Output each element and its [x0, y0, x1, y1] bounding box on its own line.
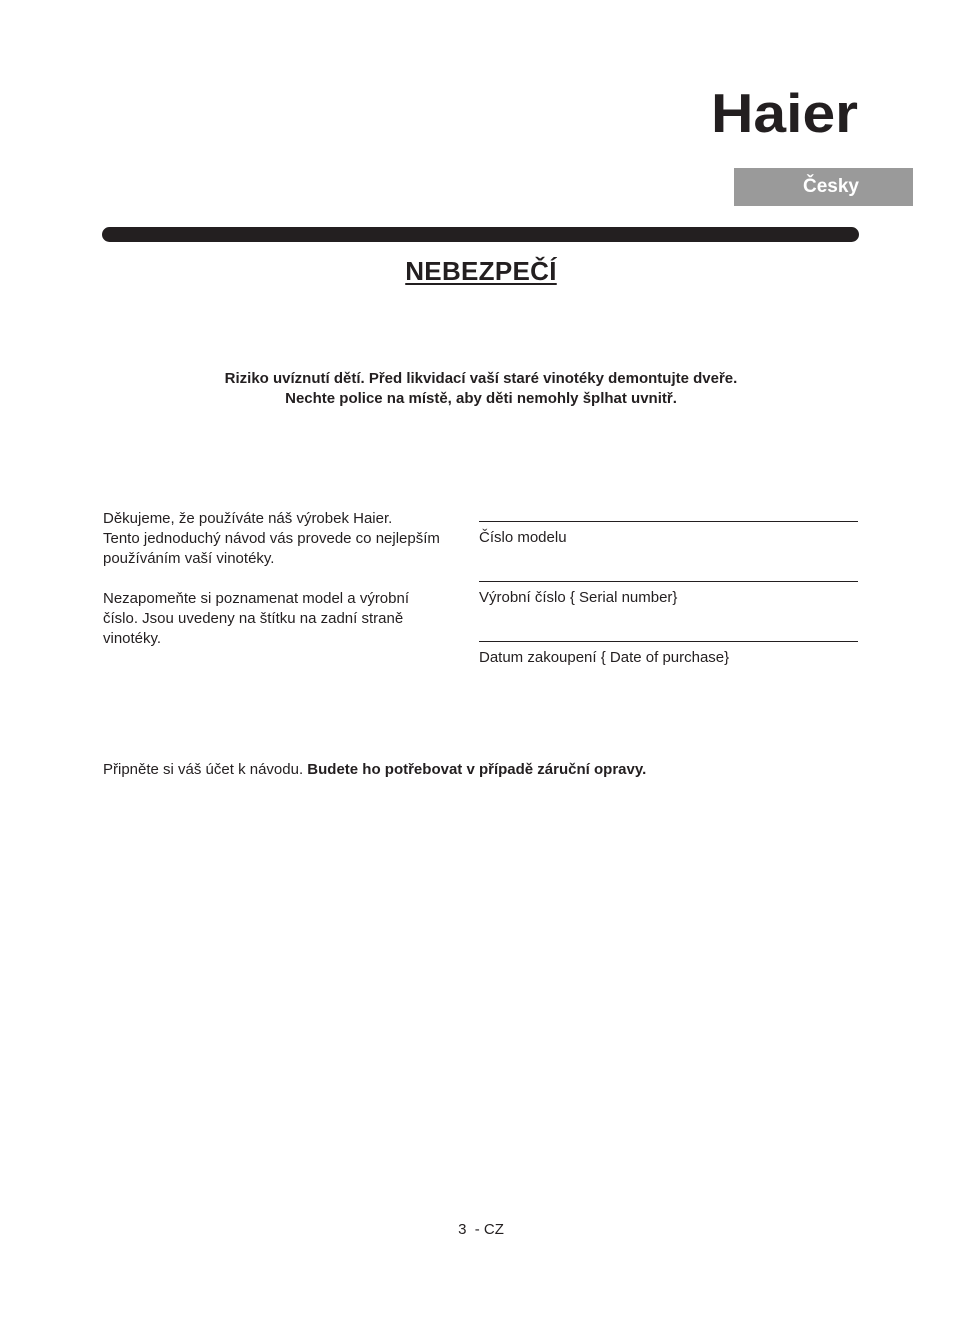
header-divider-bar	[102, 227, 859, 242]
model-number-field	[479, 521, 858, 581]
receipt-note-bold: Budete ho potřebovat v případě záruční opravy.	[307, 761, 647, 778]
haier-logo-text: Haier	[711, 84, 858, 140]
purchase-date-field	[479, 641, 858, 701]
intro-paragraph-2	[103, 589, 463, 649]
intro-line: číslo. Jsou uvedeny na štítku na zadní straně	[103, 610, 404, 627]
receipt-note	[103, 760, 646, 780]
page-title: NEBEZPEČÍ	[405, 256, 557, 286]
warning-block	[0, 369, 962, 409]
intro-text	[103, 509, 463, 649]
receipt-note-plain: Připněte si váš účet k návodu.	[103, 761, 308, 778]
serial-number-label: Výrobní číslo { Serial number}	[479, 589, 678, 606]
page-number-value: 3	[458, 1221, 467, 1238]
purchase-date-label: Datum zakoupení { Date of purchase}	[479, 649, 730, 666]
intro-line: Děkujeme, že používáte náš výrobek Haier.	[103, 510, 393, 527]
page-number	[0, 1221, 962, 1238]
warning-line-2: Nechte police na místě, aby děti nemohly šplhat uvnitř.	[285, 390, 677, 407]
page-language-code: CZ	[483, 1221, 504, 1238]
warning-line-1: Riziko uvíznutí dětí. Před likvidací vaší staré vinotéky demontujte dveře.	[224, 370, 738, 387]
page-number-separator: -	[466, 1221, 484, 1238]
model-number-label: Číslo modelu	[479, 529, 567, 546]
record-fields	[479, 521, 858, 701]
intro-paragraph-1	[103, 509, 463, 569]
intro-line: Nezapomeňte si poznamenat model a výrobní	[103, 590, 410, 607]
intro-line: vinotéky.	[103, 630, 162, 647]
serial-number-field	[479, 581, 858, 641]
language-tab: Česky	[734, 168, 913, 206]
haier-logo	[711, 84, 861, 140]
intro-line: Tento jednoduchý návod vás provede co nejlepším	[103, 530, 440, 547]
intro-line: používáním vaší vinotéky.	[103, 550, 275, 567]
haier-logo-mark	[711, 84, 861, 140]
